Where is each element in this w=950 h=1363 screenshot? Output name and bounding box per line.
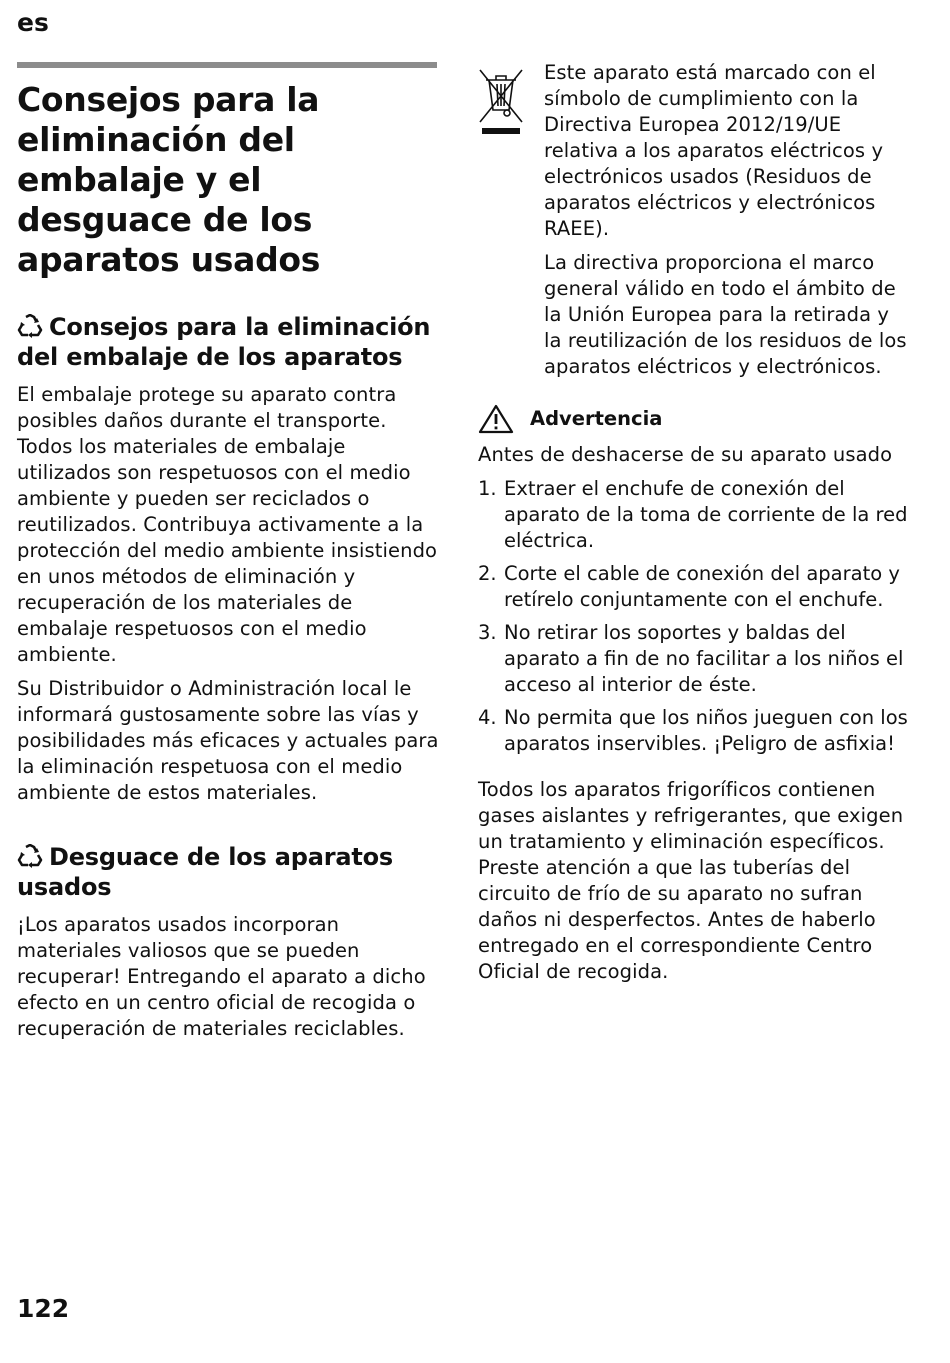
page-number: 122 (17, 1294, 70, 1323)
list-item (478, 561, 908, 613)
section-heading-text: Desguace de los aparatos usados (17, 843, 394, 901)
weee-notice (478, 60, 908, 380)
step-text: Extraer el enchufe de conexión del aparato de la toma de corriente de la red eléctrica. (504, 477, 908, 552)
language-code: es (17, 8, 49, 37)
paragraph: Este aparato está marcado con el símbolo de cumplimiento con la Directiva Europea 2012/19/UE relativa a los aparatos eléctricos y electrónicos usados (Residuos de aparatos eléctricos y electrónicos RAEE). (544, 61, 884, 240)
paragraph: El embalaje protege su aparato contra posibles daños durante el transporte. Todos los materiales de embalaje utilizados son respetuosos con el medio ambiente y pueden ser reciclados o reutilizados. Contribuya activamente a la protección del medio ambiente insistiendo en unos métodos de eliminación y recuperación de los materiales de embalaje respetuosos con el medio ambiente. (17, 383, 438, 666)
warning-icon (478, 404, 514, 434)
crossed-bin-icon (478, 66, 524, 136)
left-column (17, 80, 442, 1042)
list-item (478, 476, 908, 554)
step-number: 3. (478, 621, 497, 644)
warning-label: Advertencia (530, 407, 663, 430)
warning-intro: Antes de deshacerse de su aparato usado (478, 443, 893, 466)
section-heading-packaging (17, 312, 442, 372)
list-item (478, 705, 908, 757)
step-number: 1. (478, 477, 497, 500)
paragraph: Su Distribuidor o Administración local le informará gustosamente sobre las vías y posibilidades más eficaces y actuales para la eliminación respetuosa con el medio ambiente de estos materiales. (17, 677, 439, 804)
step-text: Corte el cable de conexión del aparato y retírelo conjuntamente con el enchufe. (504, 562, 900, 611)
page-title: Consejos para la eliminación del embalaje y el desguace de los aparatos usados (17, 80, 321, 279)
steps-list (478, 476, 908, 757)
step-number: 4. (478, 706, 497, 729)
paragraph: Todos los aparatos frigoríficos contienen gases aislantes y refrigerantes, que exigen un tratamiento y eliminación específicos. Preste atención a que las tuberías del circuito de frío de su aparato no sufran daños ni desperfectos. Antes de haberlo entregado en el correspondiente Centro Oficial de recogida. (478, 778, 904, 983)
paragraph: ¡Los aparatos usados incorporan materiales valiosos que se pueden recuperar! Entregando el aparato a dicho efecto en un centro oficial de recogida o recuperación de materiales reciclables. (17, 913, 426, 1040)
section-heading-disposal (17, 842, 442, 902)
section-heading-text: Consejos para la eliminación del embalaje de los aparatos (17, 313, 431, 371)
step-text: No permita que los niños jueguen con los aparatos inservibles. ¡Peligro de asfixia! (504, 706, 908, 755)
list-item (478, 620, 908, 698)
step-text: No retirar los soportes y baldas del aparato a fin de no facilitar a los niños el acceso al interior de éste. (504, 621, 904, 696)
recycle-icon (17, 844, 43, 868)
paragraph: La directiva proporciona el marco general válido en todo el ámbito de la Unión Europea para la retirada y la reutilización de los residuos de los aparatos eléctricos y electrónicos. (544, 251, 907, 378)
right-column (478, 60, 908, 985)
recycle-icon (17, 314, 43, 338)
step-number: 2. (478, 562, 497, 585)
header-rule (17, 62, 437, 68)
warning-heading (478, 404, 908, 434)
